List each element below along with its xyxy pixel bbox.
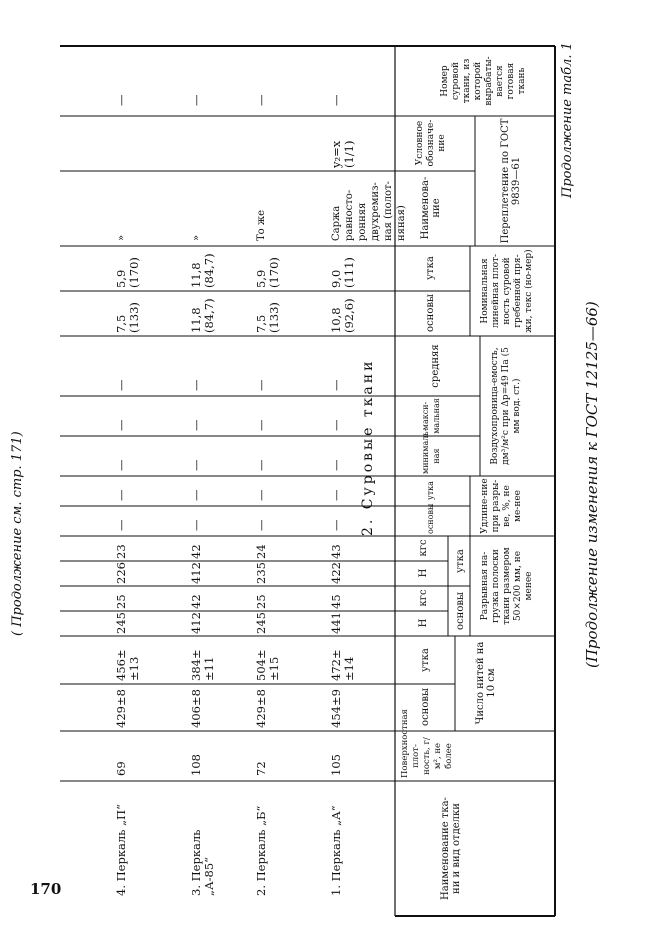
cell-weft: 472± ±14	[329, 649, 356, 681]
header-load-weft: утка	[455, 549, 466, 573]
header-air-avg: средняя	[430, 344, 441, 388]
cell-e_w: —	[329, 519, 343, 531]
cell-a_max: —	[329, 419, 343, 431]
header-load: Разрывная на-грузка полоски ткани размером 50×200 мм, не менее	[480, 547, 534, 625]
header-elong-weft: утка	[426, 481, 435, 500]
header-elongation: Удлине-ние при разры-ве, %, не ме-нее	[480, 478, 523, 534]
cell-no: —	[189, 94, 203, 106]
cell-lf_n: 235	[254, 562, 268, 584]
header-elong-warp: основы	[426, 503, 435, 534]
header-load-warp-kgs: кгс	[418, 589, 429, 607]
cell-name: 1. Перкаль „А“	[329, 805, 343, 896]
cell-name: 2. Перкаль „Б“	[254, 805, 268, 896]
continuation-label: Продолжение табл. 1	[560, 42, 575, 198]
header-air-max: макси-мальная	[421, 398, 441, 434]
cell-lin_f: 11,8 (84,7)	[189, 253, 216, 288]
header-lin-warp: основы	[425, 294, 436, 332]
cell-lf_k: 24	[254, 544, 268, 559]
header-density: Поверхностная плот-ность, г/м², не более	[400, 709, 454, 778]
cell-lf_n: 422	[329, 562, 343, 584]
header-fabric-no: Номер суровой ткани, из которой вырабаты-вается готовая ткань	[440, 56, 527, 106]
cell-a_max: —	[114, 419, 128, 431]
cell-lw_k: 42	[189, 594, 203, 609]
cell-density: 105	[329, 754, 343, 776]
cell-lf_n: 226	[114, 562, 128, 584]
cell-no: —	[329, 94, 343, 106]
cell-weft: 456± ±13	[114, 649, 141, 681]
cell-weave: »	[116, 234, 127, 241]
cell-weave: »	[191, 234, 202, 241]
cell-warp: 406±8	[189, 689, 203, 728]
cell-weave: Саржа равносто- ронняя двухремиз- ная (полот- няная)	[331, 181, 407, 241]
cell-warp: 429±8	[254, 689, 268, 728]
header-threads-weft: утка	[420, 648, 431, 672]
header-load-warp: основы	[455, 592, 466, 630]
cell-code: y₂=x (1/1)	[329, 140, 356, 168]
cell-lw_k: 25	[254, 594, 268, 609]
cell-warp: 429±8	[114, 689, 128, 728]
header-name: Наименование тка-ни и вид отделки	[440, 797, 462, 900]
cell-lw_k: 45	[329, 594, 343, 609]
header-weave-name: Наименова-ние	[420, 176, 442, 240]
cell-a_min: —	[329, 459, 343, 471]
cell-warp: 454±9	[329, 689, 343, 728]
cell-a_avg: —	[329, 379, 343, 391]
cell-e_w: —	[254, 519, 268, 531]
header-load-warp-n: Н	[418, 618, 429, 628]
cell-lf_k: 23	[114, 544, 128, 559]
cell-density: 69	[114, 761, 128, 776]
cell-a_min: —	[114, 459, 128, 471]
cell-lin_f: 5,9 (170)	[114, 257, 141, 288]
cell-name: 4. Перкаль „П“	[114, 804, 128, 896]
header-linear-density: Номинальная линейная плот-ность суровой гребенной пря-жи, текс (но-мер)	[480, 249, 534, 333]
cell-lw_n: 245	[114, 612, 128, 634]
cell-e_f: —	[114, 489, 128, 501]
header-air: Воздухопроница-емость, дм³/м²с при Δp=49 Па (5 мм вод. ст.)	[490, 347, 522, 465]
cell-lin_w: 11,8 (84,7)	[189, 298, 216, 333]
cell-no: —	[254, 94, 268, 106]
cell-weave: То же	[256, 210, 267, 241]
cell-e_f: —	[189, 489, 203, 501]
cell-lw_n: 245	[254, 612, 268, 634]
header-load-weft-kgs: кгс	[418, 539, 429, 557]
cell-a_avg: —	[114, 379, 128, 391]
header-lin-weft: утка	[425, 256, 436, 280]
cell-a_avg: —	[254, 379, 268, 391]
cell-a_min: —	[189, 459, 203, 471]
header-weave: Переплетение по ГОСТ 9839—61	[500, 118, 522, 244]
cell-lw_n: 412	[189, 612, 203, 634]
cell-weft: 384± ±11	[189, 649, 216, 681]
cell-lw_n: 441	[329, 612, 343, 634]
cell-a_min: —	[254, 459, 268, 471]
cell-e_w: —	[114, 519, 128, 531]
cell-a_max: —	[189, 419, 203, 431]
cell-lf_k: 42	[189, 544, 203, 559]
cell-lin_f: 5,9 (170)	[254, 257, 281, 288]
running-header: (Продолжение изменения к ГОСТ 12125—66)	[583, 301, 601, 668]
cell-lw_k: 25	[114, 594, 128, 609]
cell-e_f: —	[329, 489, 343, 501]
cell-lin_w: 7,5 (133)	[254, 302, 281, 333]
cell-lin_f: 9,0 (111)	[329, 257, 356, 288]
cell-weft: 504± ±15	[254, 649, 281, 681]
section-title: 2. Суровые ткани	[360, 358, 376, 536]
cell-no: —	[114, 94, 128, 106]
cell-a_max: —	[254, 419, 268, 431]
cell-density: 108	[189, 754, 203, 776]
page-number: 170	[30, 880, 62, 898]
header-threads-warp: основы	[420, 688, 431, 726]
cell-e_w: —	[189, 519, 203, 531]
cell-density: 72	[254, 761, 268, 776]
footer-continuation: ( Продолжение см. стр. 171)	[10, 431, 25, 636]
cell-name: 3. Перкаль „А-85“	[189, 829, 216, 896]
cell-a_avg: —	[189, 379, 203, 391]
cell-lin_w: 7,5 (133)	[114, 302, 141, 333]
header-air-min: минималь-ная	[421, 428, 441, 474]
cell-lin_w: 10,8 (92,6)	[329, 298, 356, 333]
cell-e_f: —	[254, 489, 268, 501]
cell-lf_k: 43	[329, 544, 343, 559]
header-threads: Число нитей на 10 см	[475, 641, 497, 725]
header-load-weft-n: Н	[418, 568, 429, 578]
header-weave-code: Условное обозначе-ние	[415, 119, 447, 167]
cell-lf_n: 412	[189, 562, 203, 584]
